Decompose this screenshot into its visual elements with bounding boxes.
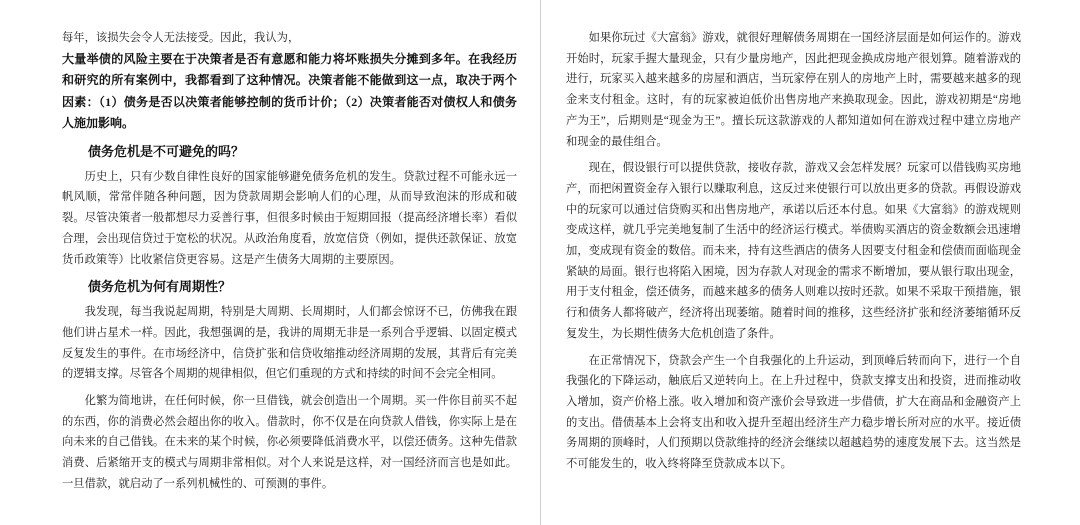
page-divider	[540, 0, 541, 525]
continuation-text: 每年，该损失会令人无法接受。因此，我认为，	[62, 32, 300, 44]
emphasis-paragraph: 大量举债的风险主要在于决策者是否有意愿和能力将坏账损失分摊到多年。在我经历和研究的所有案例中，我都看到了这种情况。决策者能不能做到这一点，取决于两个因素：（1）债务是否以决策者能够控制的货币计价；（2）决策者能否对债权人和债务人施加影响。	[62, 51, 517, 131]
section-heading: 债务危机为何有周期性？	[88, 279, 232, 295]
left-page	[62, 0, 517, 525]
right-page	[566, 0, 1021, 525]
body-paragraph: 化繁为简地讲，在任何时候，你一旦借钱，就会创造出一个周期。买一件你目前买不起的东西，你的消费必然会超出你的收入。借款时，你不仅是在向贷款人借钱，你实际上是在向未来的自己借钱。在未来的某个时候，你必须要降低消费水平，以偿还债务。这种先借款消费、后紧缩开支的模式与周期非常相似。对个人来说是这样，对一国经济而言也是如此。一旦借款，就启动了一系列机械性的、可预测的事件。	[62, 395, 517, 490]
body-paragraph: 历史上，只有少数自律性良好的国家能够避免债务危机的发生。贷款过程不可能永远一帆风顺，常常伴随各种问题，因为贷款周期会影响人们的心理，从而导致泡沫的形成和破裂。尽管决策者一般都想尽力妥善行事，但很多时候由于短期回报（提高经济增长率）看似合理，会出现信贷过于宽松的状况。从政治角度看，放宽信贷（例如，提供还款保证、放宽货币政策等）比收紧信贷更容易。这是产生债务大周期的主要原因。	[62, 170, 517, 266]
body-paragraph: 在正常情况下，贷款会产生一个自我强化的上升运动，到顶峰后转而向下，进行一个自我强化的下降运动，触底后又逆转向上。在上升过程中，贷款支撑支出和投资，进而推动收入增加，资产价格上涨。收入增加和资产涨价会导致进一步借债，扩大在商品和金融资产上的支出。借债基本上会将支出和收入提升至超出经济生产力稳步增长所对应的水平。接近债务周期的顶峰时，人们预期以贷款维持的经济会继续以超越趋势的速度发展下去。这当然是不可能发生的，收入终将降至贷款成本以下。	[566, 354, 1021, 471]
section-heading: 债务危机是不可避免的吗？	[88, 143, 245, 159]
body-paragraph: 我发现，每当我说起周期，特别是大周期、长周期时，人们都会惊讶不已，仿佛我在跟他们讲占星术一样。因此，我想强调的是，我讲的周期无非是一系列合乎逻辑、以固定模式反复发生的事件。在市场经济中，信贷扩张和信贷收缩推动经济周期的发展，其背后有完美的逻辑支撑。尽管各个周期的规律相似，但它们重现的方式和持续的时间不会完全相同。	[62, 306, 517, 381]
body-paragraph: 现在，假设银行可以提供贷款，接收存款，游戏又会怎样发展？玩家可以借钱购买房地产，而把闲置资金存入银行以赚取利息，这反过来使银行可以放出更多的贷款。再假设游戏中的玩家可以通过信贷购买和出售房地产，承诺以后还本付息。如果《大富翁》的游戏规则变成这样，就几乎完美地复制了生活中的经济运行模式。举债购买酒店的资金数额会迅速增加，变成现有资金的数倍。而未来，持有这些酒店的债务人因要支付租金和偿债而面临现金紧缺的局面。银行也将陷入困境，因为存款人对现金的需求不断增加，要从银行取出现金，用于支付租金，偿还债务，而越来越多的债务人则难以按时还款。如果不采取干预措施，银行和债务人都将破产，经济将出现萎缩。随着时间的推移，这些经济扩张和经济萎缩循环反复发生，为长期性债务大危机创造了条件。	[566, 162, 1021, 340]
body-paragraph: 如果你玩过《大富翁》游戏，就很好理解债务周期在一国经济层面是如何运作的。游戏开始时，玩家手握大量现金，只有少量房地产，因此把现金换成房地产很划算。随着游戏的进行，玩家买入越来越多的房屋和酒店，当玩家停在别人的房地产上时，需要越来越多的现金来支付租金。这时，有的玩家被迫低价出售房地产来换取现金。因此，游戏初期是“房地产为王”，后期则是“现金为王”。擅长玩这款游戏的人都知道如何在游戏过程中建立房地产和现金的最佳组合。	[566, 32, 1021, 148]
